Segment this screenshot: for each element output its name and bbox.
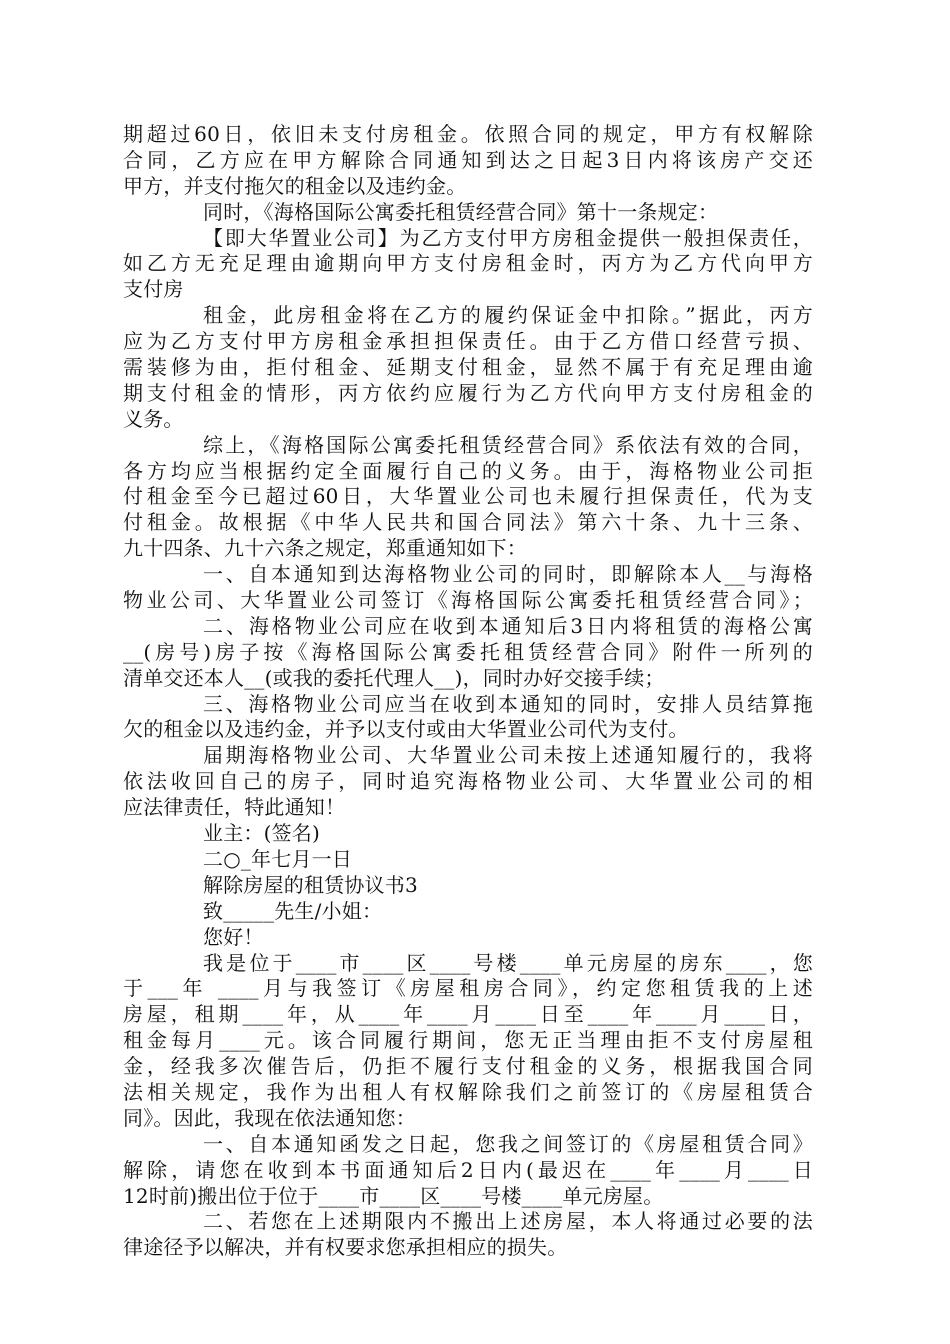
- text-line: 依法收回自己的房子，同时追究海格物业公司、大华置业公司的相: [123, 769, 813, 794]
- text-line: 【即大华置业公司】为乙方支付甲方房租金提供一般担保责任，: [203, 225, 813, 250]
- text-line: __(房号)房子按《海格国际公寓委托租赁经营合同》附件一所列的: [123, 639, 813, 664]
- text-line: 律途径予以解决，并有权要求您承担相应的损失。: [123, 1235, 568, 1260]
- text-line: 支付房: [123, 277, 184, 302]
- text-line: 解除房屋的租赁协议书3: [203, 872, 418, 897]
- text-line: 九十四条、九十六条之规定，郑重通知如下：: [123, 536, 527, 561]
- text-line: 租金，此房租金将在乙方的履约保证金中扣除。”据此，丙方: [203, 303, 813, 328]
- text-line: 期支付租金的情形，丙方依约应履行为乙方代向甲方支付房租金的: [123, 380, 813, 405]
- text-line: 如乙方无充足理由逾期向甲方支付房租金时，丙方为乙方代向甲方: [123, 251, 813, 276]
- text-line: 合同，乙方应在甲方解除合同通知到达之日起3日内将该房产交还: [123, 147, 813, 172]
- text-line: 物业公司、大华置业公司签订《海格国际公寓委托租赁经营合同》；: [123, 588, 813, 613]
- text-line: 一、自本通知函发之日起，您我之间签订的《房屋租赁合同》: [203, 1131, 813, 1156]
- text-line: 综上，《海格国际公寓委托租赁经营合同》系依法有效的合同，: [203, 432, 813, 457]
- text-line: 12时前)搬出位于位于____市____区____号楼____单元房屋。: [123, 1183, 664, 1208]
- text-line: 您好！: [203, 924, 264, 949]
- text-line: 欠的租金以及违约金，并予以支付或由大华置业公司代为支付。: [123, 717, 689, 742]
- text-line: 二、若您在上述期限内不搬出上述房屋，本人将通过必要的法: [203, 1209, 813, 1234]
- text-line: 清单交还本人__(或我的委托代理人__)，同时办好交接手续；: [123, 665, 665, 690]
- text-line: 付租金。故根据《中华人民共和国合同法》第六十条、九十三条、: [123, 510, 813, 535]
- text-line: 致_____先生/小姐：: [203, 898, 383, 923]
- text-line: 应法律责任，特此通知！: [123, 795, 346, 820]
- text-line: 房屋，租期____年，从____年____月____日至____年____月____日，: [123, 1002, 813, 1027]
- text-line: 一、自本通知到达海格物业公司的同时，即解除本人__与海格: [203, 562, 813, 587]
- text-line: 期超过60日，依旧未支付房租金。依照合同的规定，甲方有权解除: [123, 122, 813, 146]
- text-line: 金，经我多次催告后，仍拒不履行支付租金的义务，根据我国合同: [123, 1054, 813, 1079]
- text-line: 届期海格物业公司、大华置业公司未按上述通知履行的，我将: [203, 743, 813, 768]
- text-line: 同》。因此，我现在依法通知您：: [123, 1105, 416, 1130]
- text-line: 同时，《海格国际公寓委托租赁经营合同》第十一条规定：: [203, 199, 719, 224]
- text-line: 租金每月____元。该合同履行期间，您无正当理由拒不支付房屋租: [123, 1028, 813, 1053]
- text-line: 业主：(签名): [203, 821, 321, 846]
- text-line: 法相关规定，我作为出租人有权解除我们之前签订的《房屋租赁合: [123, 1079, 813, 1104]
- text-line: 义务。: [123, 406, 184, 431]
- text-line: 解除，请您在收到本书面通知后2日内(最迟在____年____月____日: [123, 1157, 813, 1182]
- text-line: 二○_年七月一日: [203, 846, 353, 871]
- text-line: 应为乙方支付甲方房租金承担担保责任。由于乙方借口经营亏损、: [123, 329, 813, 354]
- text-line: 于___年 ____月与我签订《房屋租房合同》，约定您租赁我的上述: [123, 976, 813, 1001]
- text-line: 甲方，并支付拖欠的租金以及违约金。: [123, 173, 467, 198]
- document-body: [123, 122, 813, 1261]
- text-line: 我是位于____市____区____号楼____单元房屋的房东____，您: [203, 950, 813, 975]
- text-line: 需装修为由，拒付租金、延期支付租金，显然不属于有充足理由逾: [123, 355, 813, 380]
- text-line: 三、海格物业公司应当在收到本通知的同时，安排人员结算拖: [203, 691, 813, 716]
- text-line: 各方均应当根据约定全面履行自己的义务。由于，海格物业公司拒: [123, 458, 813, 483]
- text-line: 二、海格物业公司应在收到本通知后3日内将租赁的海格公寓: [203, 613, 813, 638]
- text-line: 付租金至今已超过60日，大华置业公司也未履行担保责任，代为支: [123, 484, 813, 509]
